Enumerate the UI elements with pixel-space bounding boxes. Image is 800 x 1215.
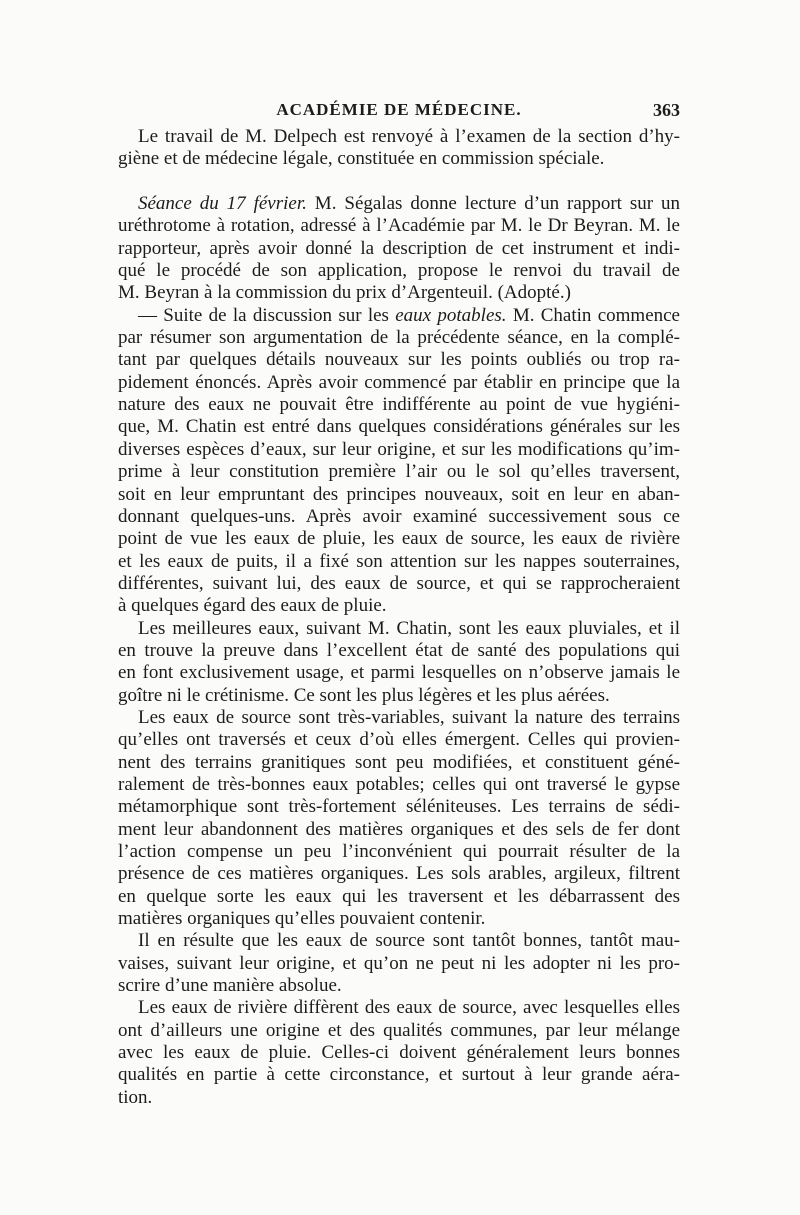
text-line: qualités en partie à cette circonstance, et surtout à leur grande aéra- [118,1064,680,1086]
text-line: point de vue les eaux de pluie, les eaux de source, les eaux de rivière [118,528,680,550]
text-line: en font exclusivement usage, et parmi lesquelles on n’observe jamais le [118,662,680,684]
text-line: en trouve la preuve dans l’excellent état de santé des populations qui [118,639,680,661]
text-line: tion. [118,1086,153,1108]
text-line: donnant quelques-uns. Après avoir examiné successivement sous ce [118,505,680,527]
text-line: — Suite de la discussion sur les eaux potables. M. Chatin commence [138,304,680,326]
page-number: 363 [653,100,680,120]
text-line: M. Beyran à la commission du prix d’Argenteuil. (Adopté.) [118,282,571,304]
text-line: scrire d’une manière absolue. [118,975,342,997]
text-line: uréthrotome à rotation, adressé à l’Académie par M. le Dr Beyran. M. le [118,215,680,237]
text-line: matières organiques qu’elles pouvaient contenir. [118,908,486,930]
text-line: avec les eaux de pluie. Celles-ci doivent généralement leurs bonnes [118,1042,680,1064]
text-line: qu’elles ont traversés et ceux d’où elles émergent. Celles qui provien- [118,729,680,751]
text-line: ralement de très-bonnes eaux potables; celles qui ont traversé le gypse [118,773,680,795]
text-line: Les eaux de rivière diffèrent des eaux de source, avec lesquelles elles [138,997,680,1019]
body-text [118,126,680,1109]
text-line: en quelque sorte les eaux qui les traversent et les débarrassent des [118,885,680,907]
text-line: soit en leur empruntant des principes nouveaux, soit en leur en aban- [118,483,680,505]
italic-phrase: eaux potables. [395,304,507,326]
text-line: métamorphique sont très-fortement séléniteuses. Les terrains de sédi- [118,796,680,818]
text-line: que, M. Chatin est entré dans quelques considérations générales sur les [118,416,680,438]
text-line: tant par quelques détails nouveaux sur les points oubliés ou trop ra- [118,349,680,371]
text-line: Il en résulte que les eaux de source sont tantôt bonnes, tantôt mau- [138,930,680,952]
text-line [118,171,680,193]
text-line: Séance du 17 février. M. Ségalas donne lecture d’un rapport sur un [138,193,680,215]
running-title: ACADÉMIE DE MÉDECINE. [276,100,522,119]
running-head [118,98,680,122]
text-line: qué le procédé de son application, propose le renvoi du travail de [118,260,680,282]
text-line: présence de ces matières organiques. Les sols arables, argileux, filtrent [118,863,680,885]
text-line: vaises, suivant leur origine, et qu’on ne peut ni les adopter ni les pro- [118,952,680,974]
text-line: giène et de médecine légale, constituée en commission spéciale. [118,148,605,170]
italic-phrase: Séance du 17 février. [138,193,307,215]
text-line: Les meilleures eaux, suivant M. Chatin, sont les eaux pluviales, et il [138,617,680,639]
text-line: Les eaux de source sont très-variables, suivant la nature des terrains [138,706,680,728]
text-line: différentes, suivant lui, des eaux de source, et qui se rapprocheraient [118,572,680,594]
text-line: nature des eaux ne pouvait être indifférente au point de vue hygiéni- [118,394,680,416]
text-line: rapporteur, après avoir donné la description de cet instrument et indi- [118,237,680,259]
text-line: Le travail de M. Delpech est renvoyé à l’examen de la section d’hy- [138,126,680,147]
text-line: diverses espèces d’eaux, sur leur origine, et sur les modifications qu’im- [118,438,680,460]
text-line: goître ni le crétinisme. Ce sont les plus légères et les plus aérées. [118,684,610,706]
text-line: ment leur abandonnent des matières organiques et des sels de fer dont [118,818,680,840]
text-line: et les eaux de puits, il a fixé son attention sur les nappes souterraines, [118,550,680,572]
text-line: pidement énoncés. Après avoir commencé par établir en principe que la [118,371,680,393]
text-line: ont d’ailleurs une origine et des qualités communes, par leur mélange [118,1019,680,1041]
text-line: l’action compense un peu l’inconvénient qui pourrait résulter de la [118,841,680,862]
text-line: à quelques égard des eaux de pluie. [118,595,387,617]
text-line: par résumer son argumentation de la précédente séance, en la complé- [118,327,680,349]
text-line: prime à leur constitution première l’air ou le sol qu’elles traversent, [118,461,680,483]
text-line: nent des terrains granitiques sont peu modifiées, et constituent géné- [118,751,680,773]
